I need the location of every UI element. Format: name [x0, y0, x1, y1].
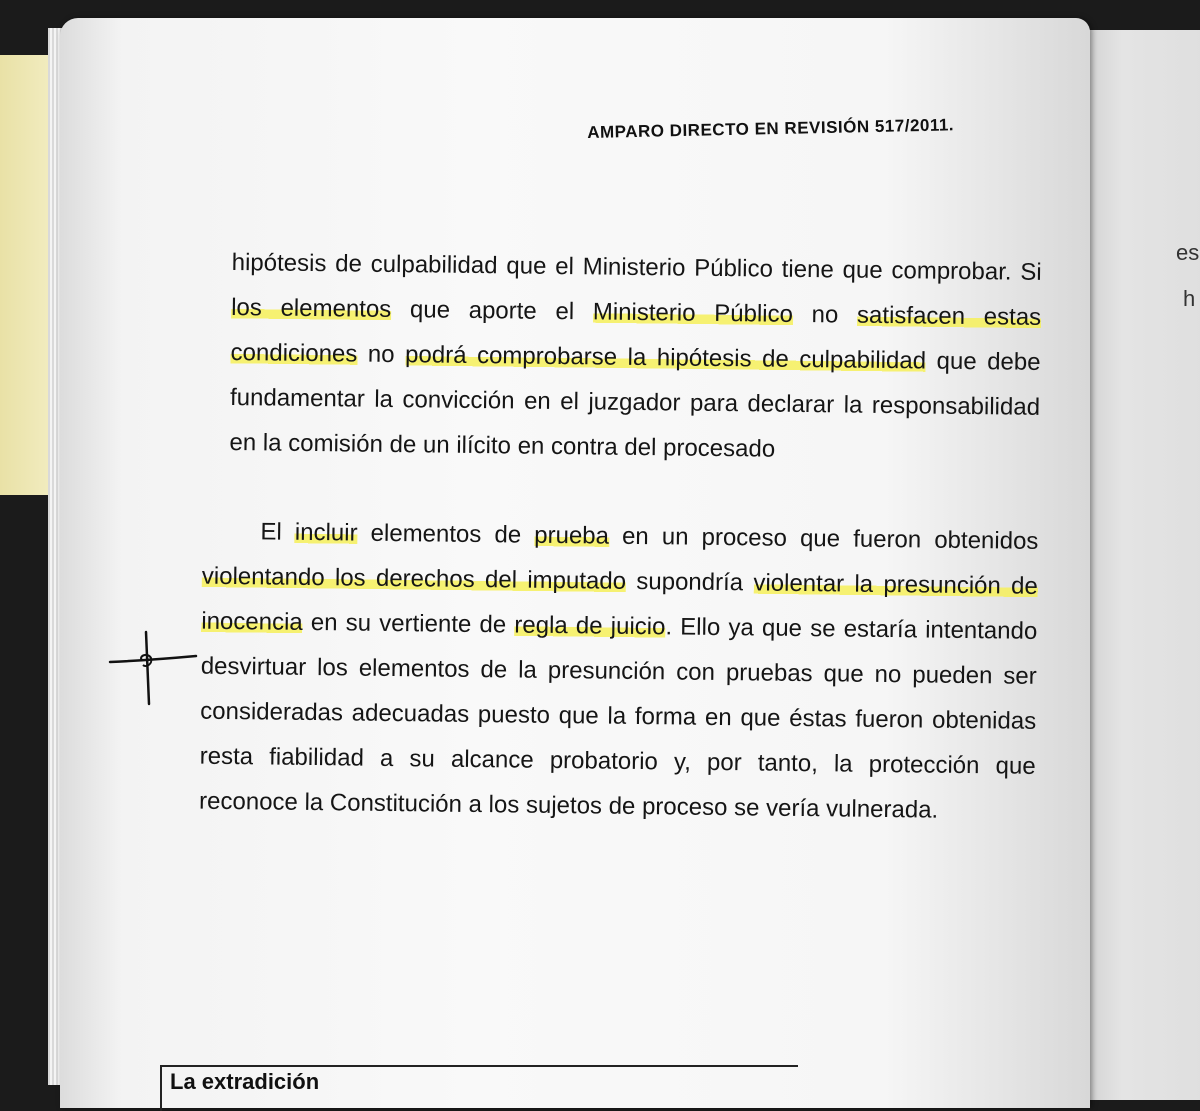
- highlighted-text: prueba: [534, 521, 610, 550]
- paragraph-1: [229, 240, 1042, 475]
- text-run: El: [260, 518, 296, 546]
- highlighted-text: violentando los derechos del imputado: [201, 562, 627, 595]
- text-run: que debe fundamentar la convicción en el juzgador para declarar la responsabilidad en la comisión de un ilícito en contra del procesado: [229, 347, 1041, 463]
- paragraph-2: [199, 509, 1039, 834]
- document-body: [198, 240, 1042, 834]
- text-run: en un proceso que fueron obtenidos: [608, 522, 1039, 555]
- text-run: . Ello ya que se estaría intentando desvirtuar los elementos de la presunción con pruebas que no pueden ser consideradas adecuadas puesto que la forma en que éstas fueron obtenidas resta fiabilidad a su alcance probatorio y, por tanto, la protección que reconoce la Constitución a los sujetos de proceso se vería vulnerada.: [198, 613, 1038, 824]
- highlighted-text: los elementos: [231, 293, 392, 323]
- highlighted-text: podrá comprobarse la hipótesis de culpabilidad: [404, 341, 927, 375]
- adjacent-page: [1080, 30, 1200, 1100]
- text-run: que aporte el: [391, 295, 594, 326]
- adjacent-page-fragment: es: [1176, 240, 1200, 265]
- highlighted-text: satisfacen estas condiciones: [230, 301, 1042, 368]
- highlighted-text: incluir: [294, 518, 358, 547]
- text-run: no: [357, 340, 406, 369]
- highlighted-text: regla de juicio: [514, 611, 666, 641]
- text-run: en su vertiente de: [302, 608, 515, 639]
- handwritten-cross-mark-icon: [108, 628, 200, 708]
- text-run: supondría: [625, 567, 754, 597]
- text-run: hipótesis de culpabilidad que el Ministerio Público tiene que comprobar. Si: [231, 248, 1042, 286]
- highlighted-text: Ministerio Público: [592, 298, 794, 328]
- bottom-heading-box: La extradición: [160, 1065, 798, 1111]
- page-header: AMPARO DIRECTO EN REVISIÓN 517/2011.: [587, 115, 955, 142]
- highlighted-text: violentar la presunción de inocencia: [201, 569, 1038, 636]
- text-run: no: [792, 300, 858, 329]
- adjacent-page-fragment: h: [1183, 286, 1196, 311]
- text-run: elementos de: [357, 519, 535, 549]
